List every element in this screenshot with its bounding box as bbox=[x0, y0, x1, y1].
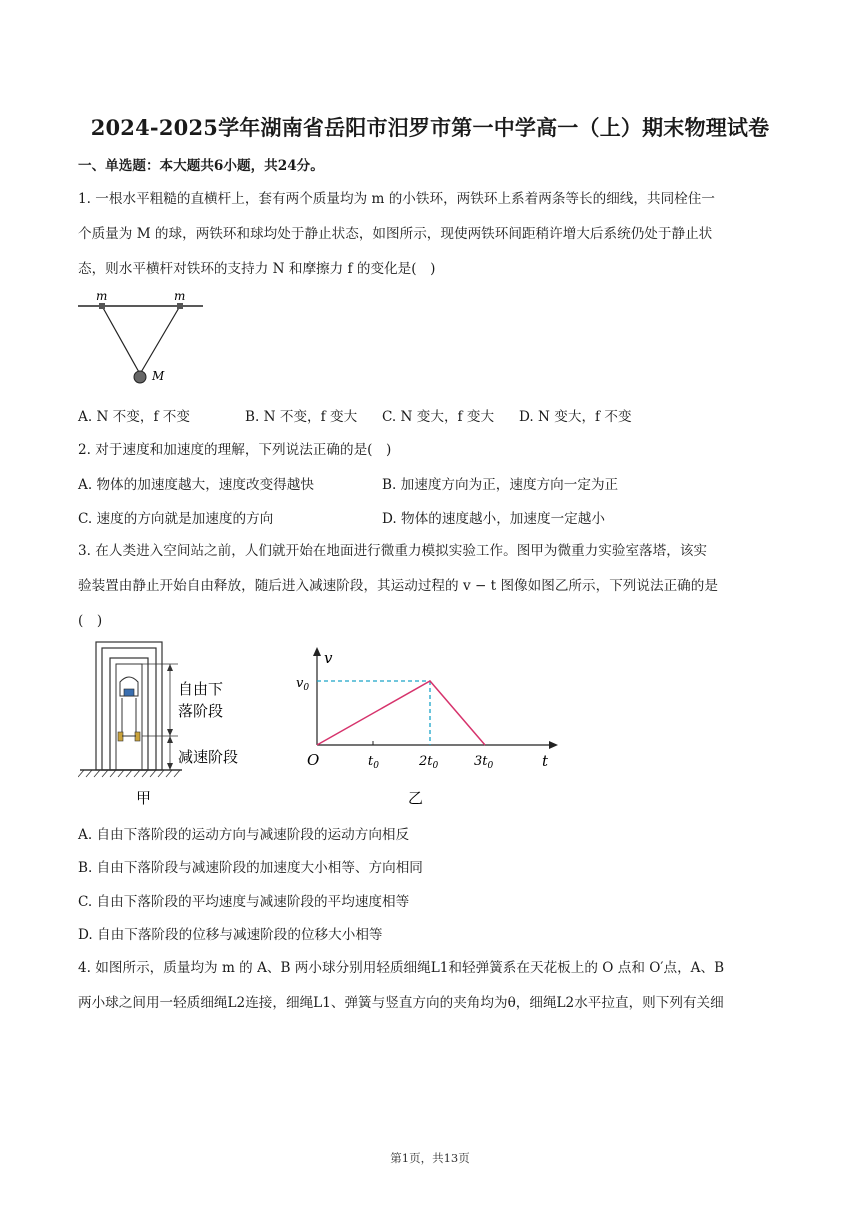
q3-option-a: A. 自由下落阶段的运动方向与减速阶段的运动方向相反 bbox=[78, 827, 410, 843]
tick-2t0: $2t_0$ bbox=[419, 754, 439, 771]
caption-yi: 乙 bbox=[408, 789, 424, 807]
q2-stem: 2. 对于速度和加速度的理解，下列说法正确的是( ) bbox=[78, 442, 392, 458]
q3-option-c: C. 自由下落阶段的平均速度与减速阶段的平均速度相等 bbox=[78, 894, 410, 910]
q2-option-d: D. 物体的速度越小，加速度一定越小 bbox=[382, 511, 605, 527]
label-decel: 减速阶段 bbox=[178, 748, 239, 766]
q1-figure bbox=[78, 288, 208, 388]
t-axis-label: t bbox=[542, 752, 549, 770]
q3-line-2: 验装置由静止开始自由释放，随后进入减速阶段，其运动过程的 v − t 图像如图乙所示，下列说法正确的是 bbox=[78, 578, 718, 594]
q1-line-2: 个质量为 M 的球，两铁环和球均处于静止状态，如图所示，现使两铁环间距稍许增大后系统仍处于静止状 bbox=[78, 226, 713, 242]
q3-line-1: 3. 在人类进入空间站之前，人们就开始在地面进行微重力模拟实验工作。图甲为微重力实验室落塔，该实 bbox=[78, 543, 708, 559]
string-right bbox=[140, 306, 180, 374]
ring-right bbox=[177, 303, 183, 309]
ball bbox=[134, 371, 146, 383]
q4-line-1: 4. 如图所示，质量均为 m 的 A、B 两小球分别用轻质细绳L1和轻弹簧系在天花板上的 O 点和 O′点，A、B bbox=[78, 960, 725, 976]
v-axis-label: v bbox=[324, 649, 333, 667]
caption-jia: 甲 bbox=[136, 789, 152, 807]
q1-line-1: 1. 一根水平粗糙的直横杆上，套有两个质量均为 m 的小铁环，两铁环上系着两条等长的细线，共同栓住一 bbox=[78, 191, 715, 207]
ring-right-label: m bbox=[174, 289, 186, 303]
q3-option-d: D. 自由下落阶段的位移与减速阶段的位移大小相等 bbox=[78, 927, 383, 943]
q1-option-d: D. N 变大，f 不变 bbox=[519, 409, 632, 425]
q3-line-3: ( ) bbox=[78, 613, 103, 629]
q2-option-c: C. 速度的方向就是加速度的方向 bbox=[78, 511, 274, 527]
origin-label: O bbox=[307, 751, 320, 769]
label-free-fall-1: 自由下 bbox=[178, 680, 224, 698]
q1-line-3: 态，则水平横杆对铁环的支持力 N 和摩擦力 f 的变化是( ) bbox=[78, 261, 436, 277]
v0-label: $v_0$ bbox=[296, 676, 310, 693]
q1-option-a: A. N 不变，f 不变 bbox=[78, 409, 190, 425]
q3-option-b: B. 自由下落阶段与减速阶段的加速度大小相等、方向相同 bbox=[78, 860, 423, 876]
q3-figure-yi bbox=[290, 645, 570, 810]
page-footer: 第1页，共13页 bbox=[390, 1151, 470, 1165]
q4-line-2: 两小球之间用一轻质细绳L2连接，细绳L1、弹簧与竖直方向的夹角均为θ，细绳L2水平拉直，则下列有关细 bbox=[78, 995, 724, 1011]
section-heading: 一、单选题：本大题共6小题，共24分。 bbox=[78, 158, 324, 174]
q2-option-b: B. 加速度方向为正，速度方向一定为正 bbox=[382, 477, 619, 493]
q1-option-c: C. N 变大，f 变大 bbox=[382, 409, 495, 425]
q3-figure-jia bbox=[78, 638, 263, 808]
ball-label: M bbox=[152, 369, 165, 383]
ring-left bbox=[99, 303, 105, 309]
page-title: 2024-2025学年湖南省岳阳市汨罗市第一中学高一（上）期末物理试卷 bbox=[90, 115, 770, 140]
tick-3t0: $3t_0$ bbox=[474, 754, 494, 771]
tick-t0: $t_0$ bbox=[368, 754, 379, 771]
ring-left-label: m bbox=[96, 289, 108, 303]
label-free-fall-2: 落阶段 bbox=[178, 702, 224, 720]
vt-graph-line bbox=[317, 681, 485, 745]
q2-option-a: A. 物体的加速度越大，速度改变得越快 bbox=[78, 477, 314, 493]
q1-option-b: B. N 不变，f 变大 bbox=[245, 409, 358, 425]
string-left bbox=[102, 306, 140, 374]
